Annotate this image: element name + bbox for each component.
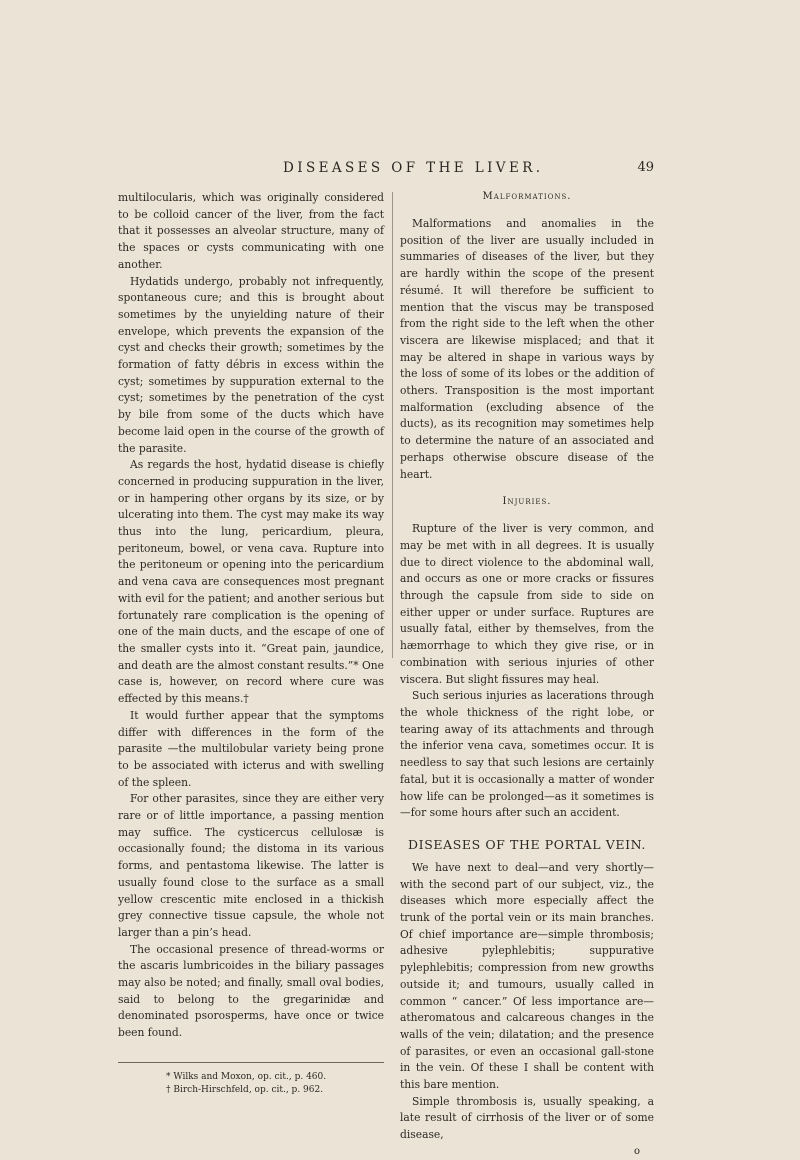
running-header [118, 160, 654, 182]
paragraph: We have next to deal—and very shortly—with the second part of our subject, viz., the diseases which more especially affect the trunk of the portal vein or its main branches. Of chief importance are—simple thrombosis; adhesive pylephlebitis; suppurative pylephlebitis; compression from new growths outside it; and tumours, usually called in common “ cancer.” Of less importance are—atheromatous and calcareous changes in the walls of the vein; dilatation; and the presence of parasites, or even an occasional gall-stone in the vein. Of these I shall be content with this bare mention. [400, 860, 654, 1092]
section-heading-malformations: Malformations. [482, 191, 572, 202]
section-heading-injuries: Injuries. [502, 496, 552, 508]
paragraph: Rupture of the liver is very common, and may be met with in all degrees. It is usually due to direct violence to the abdominal wall, and occurs as one or more cracks or fissures through the capsule from side to side on either upper or under surface. Ruptures are usually fatal, either by themselves, from the hæmorrhage to which they give rise, or in combination with serious injuries of other viscera. But slight fissures may heal. [400, 522, 654, 686]
paragraph: Hydatids undergo, probably not infrequently, spontaneous cure; and this is brought about sometimes by the unyielding nature of their envelope, which prevents the expansion of the cyst and checks their growth; sometimes by the formation of fatty débris in excess within the cyst; sometimes by suppuration external to the cyst; sometimes by the penetration of the cyst by bile from some of the ducts which have become laid open in the course of the growth of the parasite. [118, 274, 384, 455]
running-title: DISEASES OF THE LIVER. [283, 160, 544, 176]
footnote: † Birch-Hirschfeld, op. cit., p. 962. [166, 1084, 324, 1095]
right-column [400, 190, 654, 1158]
page-number: 49 [637, 160, 654, 175]
footnote-rule [118, 1062, 384, 1063]
paragraph: Such serious injuries as lacerations through the whole thickness of the right lobe, or tearing away of its attachments and through the inferior vena cava, sometimes occur. It is needless to say that such lesions are certainly fatal, but it is occasionally a matter of wonder how life can be prolonged—as it sometimes is—for some hours after such an accident. [400, 689, 654, 820]
paragraph: It would further appear that the symptoms differ with differences in the form of the parasite —the multilobular variety being prone to be associated with icterus and with swelling of the spleen. [118, 708, 384, 789]
section-heading-portal-vein: DISEASES OF THE PORTAL VEIN. [408, 836, 646, 852]
paragraph: As regards the host, hydatid disease is chiefly concerned in producing suppuration in the liver, or in hampering other organs by its size, or by ulcerating into them. The cyst may make its way thus into the lung, pericardium, pleura, peritoneum, bowel, or vena cava. Rupture into the peritoneum or opening into the pericardium and vena cava are consequences most pregnant with evil for the patient; and another serious but fortunately rare complication is the opening of one of the main ducts, and the escape of one of the smaller cysts into it. “Great pain, jaundice, and death are the almost constant results.”* One case is, however, on record where cure was effected by this means.† [118, 458, 384, 706]
paragraph: For other parasites, since they are either very rare or of little importance, a passing mention may suffice. The cysticercus cellulosæ is occasionally found; the distoma in its various forms, and pentastoma likewise. The latter is usually found close to the surface as a small yellow crescentic mite enclosed in a thickish grey connective tissue capsule, the whole not larger than a pin’s head. [118, 792, 384, 939]
signature-mark: o [633, 1145, 640, 1157]
paragraph: Simple thrombosis is, usually speaking, a late result of cirrhosis of the liver or of some disease, [400, 1094, 654, 1142]
left-column [118, 190, 384, 1097]
paragraph: Malformations and anomalies in the position of the liver are usually included in summaries of diseases of the liver, but they are hardly within the scope of the present résumé. It will therefore be sufficient to mention that the viscus may be transposed from the right side to the left when the other viscera are likewise misplaced; and that it may be altered in shape in various ways by the loss of some of its lobes or the addition of others. Transposition is the most important malformation (excluding absence of the ducts), as its recognition may sometimes help to determine the nature of an associated and perhaps otherwise obscure disease of the heart. [400, 217, 654, 481]
paragraph: The occasional presence of thread-worms or the ascaris lumbricoides in the biliary passages may also be noted; and finally, small oval bodies, said to belong to the gregarinidæ and denominated psorosperms, have once or twice been found. [118, 942, 384, 1040]
paragraph: multilocularis, which was originally considered to be colloid cancer of the liver, from the fact that it possesses an alveolar structure, many of the spaces or cysts communicating with one another. [118, 191, 384, 271]
footnote: * Wilks and Moxon, op. cit., p. 460. [166, 1071, 327, 1082]
column-divider [392, 192, 393, 658]
